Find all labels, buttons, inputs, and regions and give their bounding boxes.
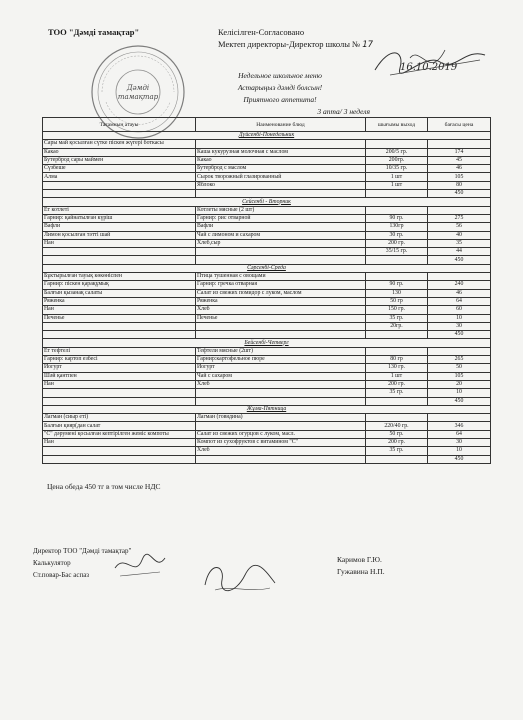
dish-kz: Балғын қияр(дан салат <box>43 422 196 430</box>
portion <box>366 190 428 198</box>
table-row <box>43 223 491 231</box>
price: 44 <box>428 248 491 256</box>
dish-ru: Хлеб <box>196 306 366 314</box>
table-row <box>43 438 491 446</box>
portion: 80 гр <box>366 356 428 364</box>
director-label: Мектеп директоры-Директор школы № 17 <box>218 39 374 50</box>
dish-ru: Сырок творожный глазированный <box>196 173 366 181</box>
table-row <box>43 306 491 314</box>
portion: 50 гр. <box>366 430 428 438</box>
portion <box>366 331 428 339</box>
menu-table-body <box>43 132 491 464</box>
dish-ru: Котлеты мясные (2 шт) <box>196 206 366 214</box>
day-header-row <box>43 339 491 347</box>
price: 275 <box>428 214 491 222</box>
price: 450 <box>428 455 491 463</box>
price: 20 <box>428 380 491 388</box>
week-label: 3 апта/ 3 неделя <box>317 107 370 116</box>
dish-ru <box>196 140 366 148</box>
day-header-row <box>43 264 491 272</box>
dish-ru: Каша кукурузная молочная с маслом <box>196 148 366 156</box>
dish-kz: Нан <box>43 438 196 446</box>
dish-kz <box>43 322 196 330</box>
price: 80 <box>428 181 491 189</box>
portion: 90 гр. <box>366 281 428 289</box>
dish-kz: Какао <box>43 148 196 156</box>
svg-text:тамақтар: тамақтар <box>117 93 159 101</box>
handwritten-number: 17 <box>362 40 374 50</box>
portion: 200гр. <box>366 156 428 164</box>
price: 46 <box>428 165 491 173</box>
dish-kz: Лимон қосылған тәтті шай <box>43 231 196 239</box>
sig-cook: Ст.повар-Бас аспаз <box>33 571 90 579</box>
price: 30 <box>428 322 491 330</box>
table-row <box>43 447 491 455</box>
col-header-out: шығымы выход <box>366 118 428 132</box>
dish-ru: Компот из сухофруктов с витамином "С" <box>196 438 366 446</box>
name-guzhavina: Гужавина Н.П. <box>337 567 385 576</box>
portion: 35 гр. <box>366 314 428 322</box>
portion: 30 гр. <box>366 231 428 239</box>
col-header-kz: Тағамның атауы <box>43 118 196 132</box>
dish-kz: Алма <box>43 173 196 181</box>
table-row <box>43 248 491 256</box>
price: 174 <box>428 148 491 156</box>
portion: 200 гр. <box>366 380 428 388</box>
portion: 20гр. <box>366 322 428 330</box>
table-header-row <box>43 118 491 132</box>
table-row <box>43 140 491 148</box>
price <box>428 347 491 355</box>
dish-ru: Чай с сахаром <box>196 372 366 380</box>
table-row <box>43 297 491 305</box>
dish-ru: Хлеб,сыр <box>196 239 366 247</box>
portion: 50 гр <box>366 297 428 305</box>
portion: 35 гр. <box>366 389 428 397</box>
price: 105 <box>428 372 491 380</box>
table-row <box>43 331 491 339</box>
menu-title-block <box>210 70 370 118</box>
dish-ru <box>196 389 366 397</box>
portion <box>366 455 428 463</box>
price <box>428 140 491 148</box>
dish-kz: "С" дәрумені қосылған кептірілген жеміс компоты <box>43 430 196 438</box>
table-row <box>43 165 491 173</box>
dish-kz: Шәй қантпен <box>43 372 196 380</box>
dish-kz: Сары май қосылған сүтке піскен жүгері боткасы <box>43 140 196 148</box>
price: 46 <box>428 289 491 297</box>
portion: 1 шт <box>366 372 428 380</box>
table-row <box>43 314 491 322</box>
portion: 130гр <box>366 223 428 231</box>
table-row <box>43 389 491 397</box>
dish-kz: Нан <box>43 239 196 247</box>
day-header-row <box>43 405 491 413</box>
price-note: Цена обеда 450 тг в том числе НДС <box>47 482 161 491</box>
dish-kz <box>43 181 196 189</box>
menu-table <box>42 117 491 464</box>
dish-ru: Йогурт <box>196 364 366 372</box>
portion <box>366 206 428 214</box>
price: 240 <box>428 281 491 289</box>
table-row <box>43 422 491 430</box>
price <box>428 273 491 281</box>
table-row <box>43 356 491 364</box>
dish-ru: Чай с лимоном и сахаром <box>196 231 366 239</box>
price: 10 <box>428 314 491 322</box>
price: 35 <box>428 239 491 247</box>
dish-kz <box>43 447 196 455</box>
dish-ru: Бутерброд с маслом <box>196 165 366 173</box>
portion: 35/15 гр. <box>366 248 428 256</box>
dish-ru: Салат из свежих огурцов с луком, масл. <box>196 430 366 438</box>
dish-kz: Ет котлеті <box>43 206 196 214</box>
dish-ru: Гарнир: гречка отварная <box>196 281 366 289</box>
dish-ru: Лагман (говядина) <box>196 414 366 422</box>
dish-ru <box>196 248 366 256</box>
dish-ru <box>196 190 366 198</box>
dish-ru: Какао <box>196 156 366 164</box>
table-row <box>43 372 491 380</box>
dish-kz: Балғын қызанақ салаты <box>43 289 196 297</box>
table-row <box>43 430 491 438</box>
calculator-signature <box>110 548 170 583</box>
price: 10 <box>428 389 491 397</box>
table-row <box>43 148 491 156</box>
portion: 1 шт <box>366 181 428 189</box>
dish-kz <box>43 331 196 339</box>
price: 45 <box>428 156 491 164</box>
dish-kz <box>43 256 196 264</box>
portion: 220/40 гр. <box>366 422 428 430</box>
table-row <box>43 239 491 247</box>
dish-ru <box>196 331 366 339</box>
dish-ru: Хлеб <box>196 447 366 455</box>
dish-kz: Сүзбеше <box>43 165 196 173</box>
price: 450 <box>428 331 491 339</box>
table-row <box>43 281 491 289</box>
portion: 150 гр. <box>366 306 428 314</box>
price: 56 <box>428 223 491 231</box>
table-row <box>43 181 491 189</box>
dish-kz: Нан <box>43 380 196 388</box>
day-name: Жұма-Пятница <box>43 405 491 413</box>
sig-director: Директор ТОО "Дәмді тамақтар" <box>33 547 132 555</box>
portion <box>366 347 428 355</box>
price: 40 <box>428 231 491 239</box>
dish-ru <box>196 397 366 405</box>
dish-kz: Бутерброд сары маймен <box>43 156 196 164</box>
portion: 200/5 гр. <box>366 148 428 156</box>
table-row <box>43 206 491 214</box>
price: 450 <box>428 256 491 264</box>
price: 64 <box>428 430 491 438</box>
price <box>428 206 491 214</box>
dish-kz: Гарнир: картоп езбесі <box>43 356 196 364</box>
day-name: Бейсенбі-Четверг <box>43 339 491 347</box>
dish-ru <box>196 422 366 430</box>
dish-kz <box>43 397 196 405</box>
price: 346 <box>428 422 491 430</box>
dish-ru <box>196 455 366 463</box>
dish-ru: Хлеб <box>196 380 366 388</box>
price: 450 <box>428 397 491 405</box>
cook-signature <box>200 555 280 600</box>
table-row <box>43 322 491 330</box>
dish-ru: Гарнир:картофельное пюре <box>196 356 366 364</box>
dish-kz: Ет тефтелі <box>43 347 196 355</box>
table-row <box>43 455 491 463</box>
day-name: Сәрсенбі-Среда <box>43 264 491 272</box>
table-row <box>43 214 491 222</box>
menu-title: Недельное школьное меню <box>238 71 322 80</box>
portion <box>366 397 428 405</box>
day-header-row <box>43 198 491 206</box>
name-karimov: Каримов Г.Ю. <box>337 555 382 564</box>
dish-kz: Лагман (сиыр еті) <box>43 414 196 422</box>
portion: 35 гр. <box>366 447 428 455</box>
dish-kz: Печенье <box>43 314 196 322</box>
dish-kz: Гарнир: піскен қарақұмық <box>43 281 196 289</box>
dish-ru: Печенье <box>196 314 366 322</box>
dish-kz <box>43 455 196 463</box>
dish-ru <box>196 322 366 330</box>
price: 30 <box>428 438 491 446</box>
menu-wish-ru: Приятного аппетита! <box>243 95 317 104</box>
table-row <box>43 347 491 355</box>
price: 50 <box>428 364 491 372</box>
price: 450 <box>428 190 491 198</box>
table-row <box>43 414 491 422</box>
table-row <box>43 397 491 405</box>
dish-kz: Ряженка <box>43 297 196 305</box>
dish-kz <box>43 190 196 198</box>
portion <box>366 140 428 148</box>
table-row <box>43 364 491 372</box>
dish-kz <box>43 248 196 256</box>
signature-names <box>337 554 385 578</box>
approved-label: Келісілген-Согласовано <box>218 27 305 37</box>
portion: 90 гр. <box>366 214 428 222</box>
dish-ru: Ряженка <box>196 297 366 305</box>
handwritten-date: 16.10.2019 <box>400 62 458 73</box>
portion: 130 гр. <box>366 364 428 372</box>
portion <box>366 414 428 422</box>
day-name: Дүйсенбі-Понедельник <box>43 132 491 140</box>
table-row <box>43 190 491 198</box>
sig-calc: Калькулятор <box>33 559 71 567</box>
table-row <box>43 173 491 181</box>
table-row <box>43 273 491 281</box>
portion <box>366 256 428 264</box>
dish-kz: Йогурт <box>43 364 196 372</box>
dish-kz: Нан <box>43 306 196 314</box>
dish-ru: Гарнир: рис отварной <box>196 214 366 222</box>
price <box>428 414 491 422</box>
dish-kz: Бұктырылған тауық көкөніспен <box>43 273 196 281</box>
dish-kz: Гарнир: қайнатылған күріш <box>43 214 196 222</box>
col-header-ru: Наименование блюд <box>196 118 366 132</box>
dish-ru: Салат из свежих помидор с луком, маслом <box>196 289 366 297</box>
table-row <box>43 231 491 239</box>
portion: 200 гр. <box>366 438 428 446</box>
table-row <box>43 156 491 164</box>
table-row <box>43 256 491 264</box>
table-row <box>43 380 491 388</box>
price: 10 <box>428 447 491 455</box>
portion <box>366 273 428 281</box>
price: 265 <box>428 356 491 364</box>
dish-ru: Тефтели мясные (2шт) <box>196 347 366 355</box>
price: 64 <box>428 297 491 305</box>
svg-text:Дәмді: Дәмді <box>126 84 150 92</box>
table-row <box>43 289 491 297</box>
dish-kz: Вафли <box>43 223 196 231</box>
portion: 130 <box>366 289 428 297</box>
dish-ru: Вафли <box>196 223 366 231</box>
portion: 1 шт <box>366 173 428 181</box>
col-header-price: бағасы цена <box>428 118 491 132</box>
dish-kz <box>43 389 196 397</box>
menu-wish-kz: Астарыңыз дәмді болсын! <box>237 83 323 92</box>
price: 105 <box>428 173 491 181</box>
day-header-row <box>43 132 491 140</box>
portion: 10/35 гр. <box>366 165 428 173</box>
company-name: ТОО "Дәмді тамақтар" <box>48 27 140 37</box>
dish-ru <box>196 256 366 264</box>
dish-ru: Яблоко <box>196 181 366 189</box>
dish-ru: Птица тушенная с овощами <box>196 273 366 281</box>
price: 60 <box>428 306 491 314</box>
day-name: Сейсенбі - Вторник <box>43 198 491 206</box>
portion: 200 гр. <box>366 239 428 247</box>
